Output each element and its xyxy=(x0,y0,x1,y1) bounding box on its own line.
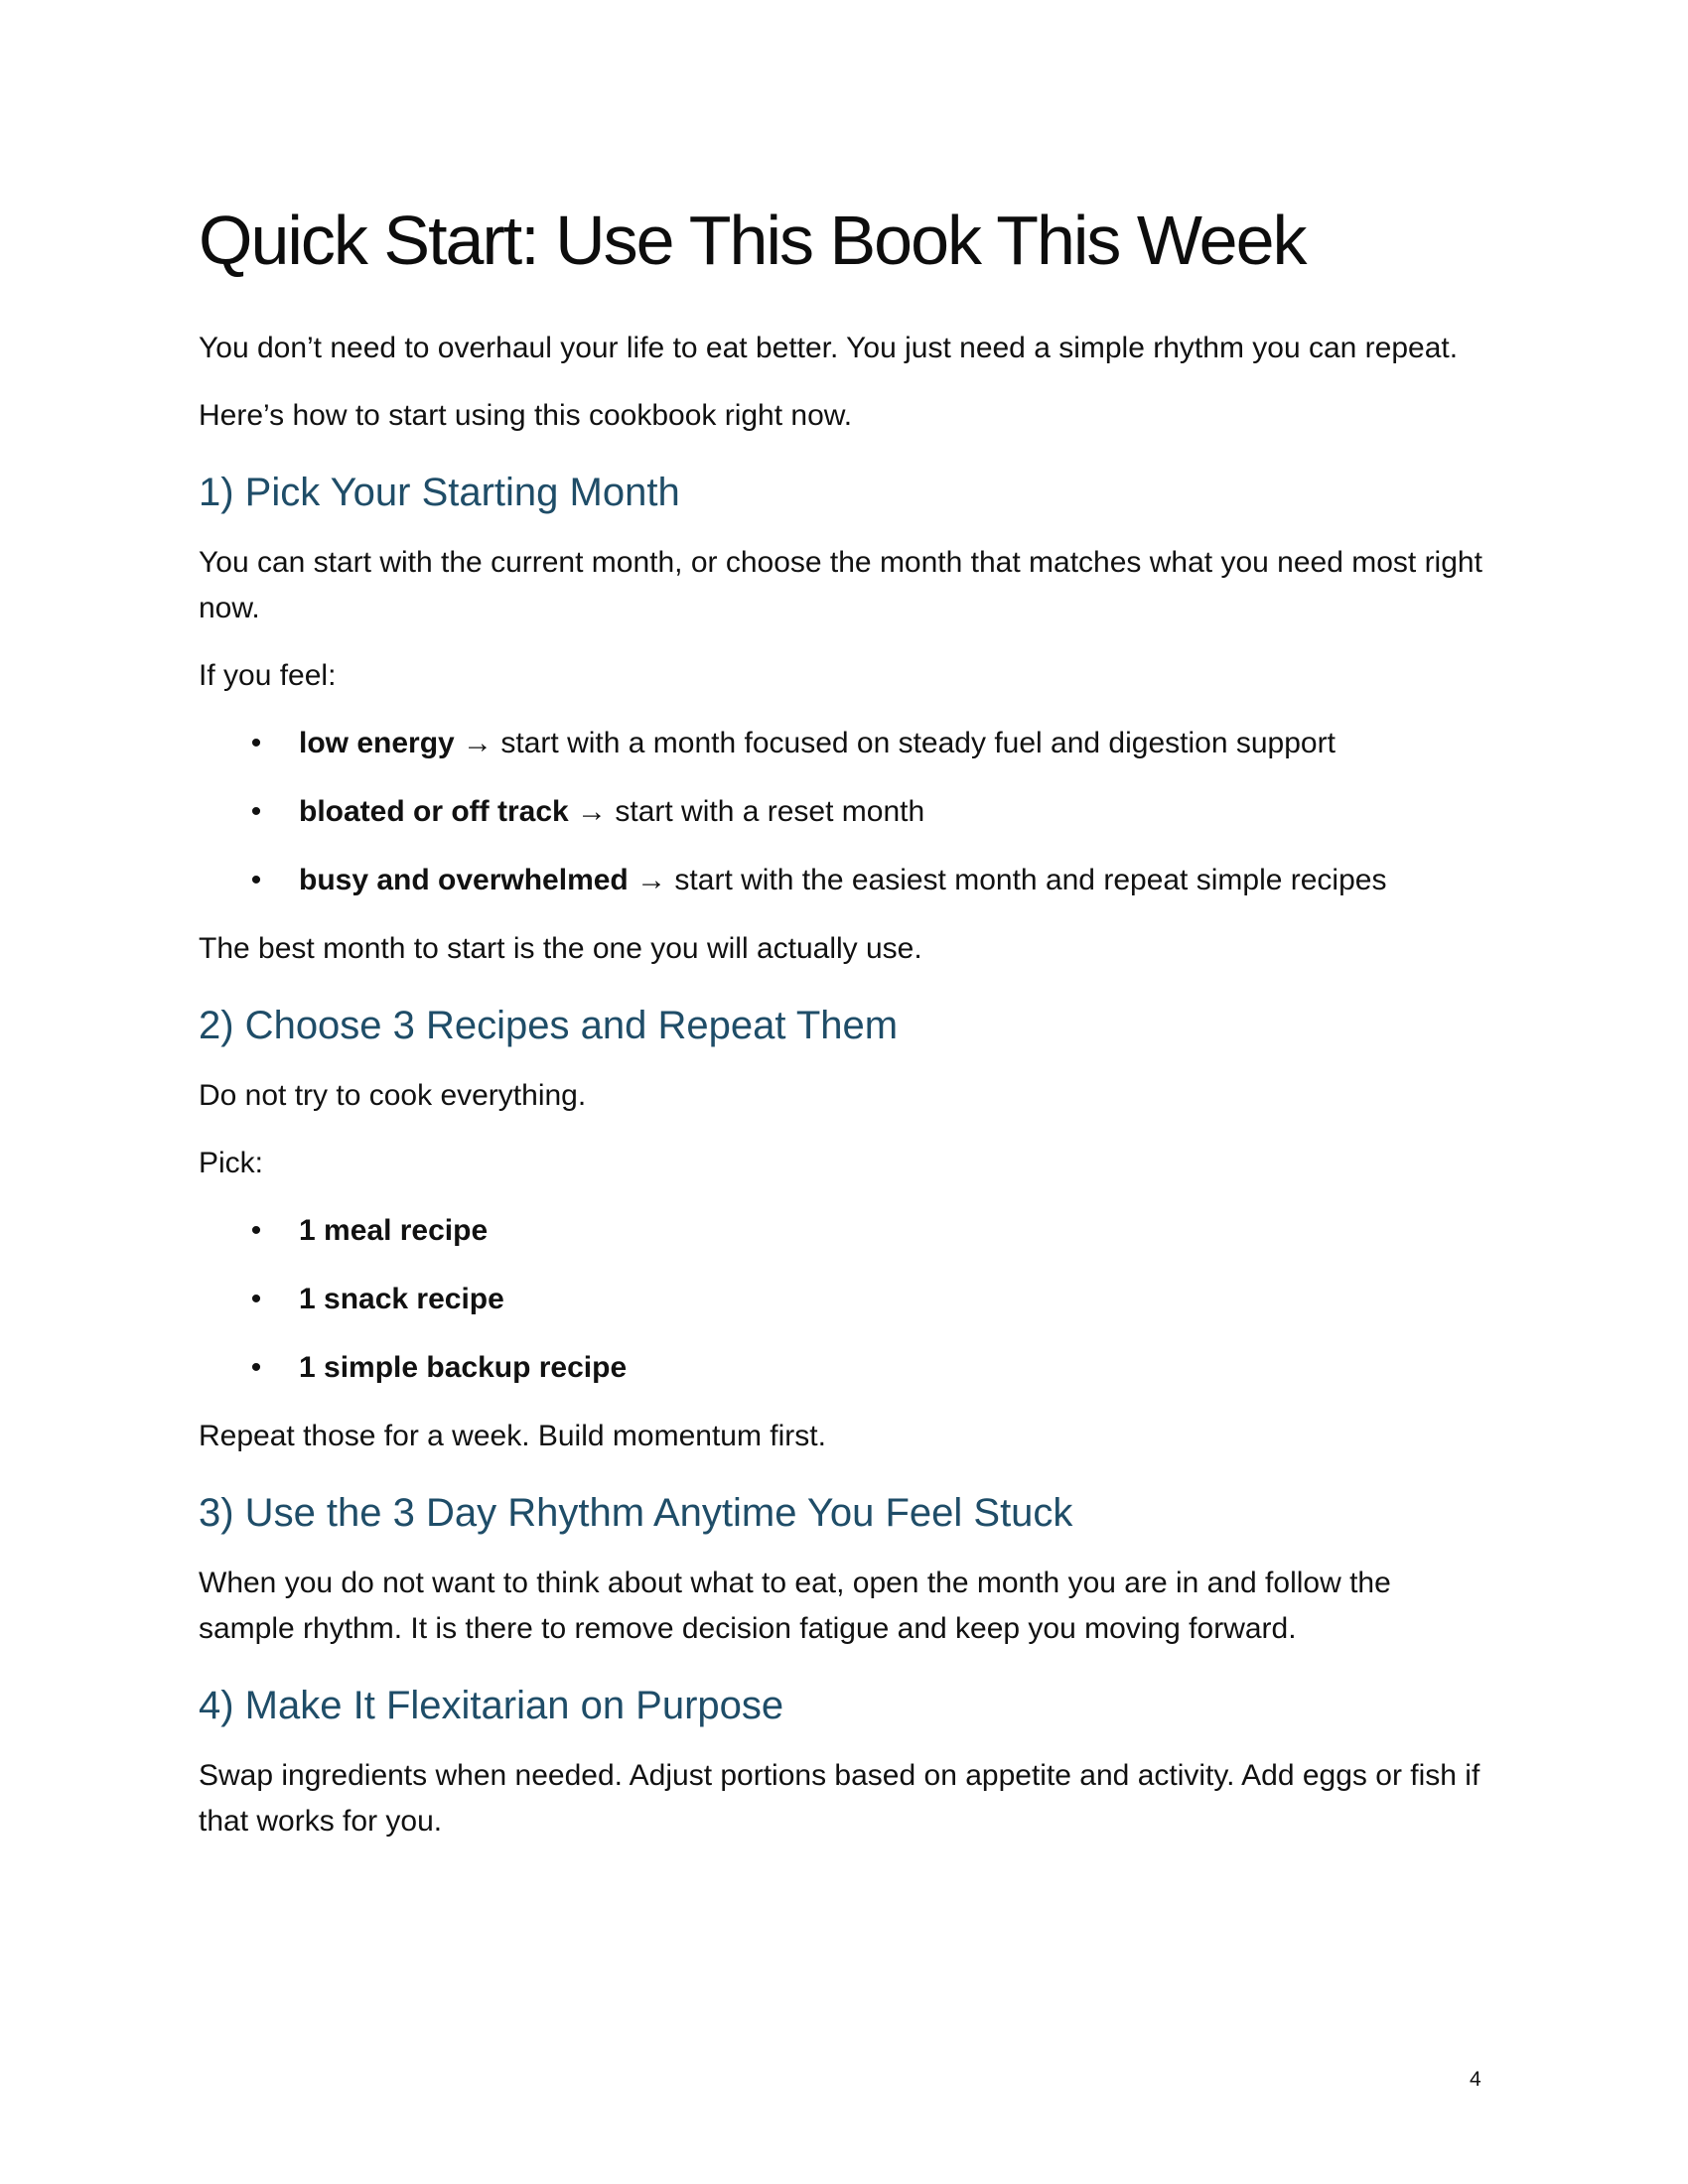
list-item-bold: low energy xyxy=(299,727,455,759)
intro-paragraph-1: You don’t need to overhaul your life to eat better. You just need a simple rhythm you can repeat. xyxy=(199,332,1459,364)
bullet-icon: • xyxy=(250,1214,262,1247)
section-2-list xyxy=(199,1208,1489,1391)
bullet-icon: • xyxy=(250,1283,262,1315)
list-item xyxy=(199,1345,1489,1391)
list-item xyxy=(199,721,1489,766)
list-item-bold: 1 simple backup recipe xyxy=(299,1351,628,1384)
bullet-icon: • xyxy=(250,727,262,759)
list-item-text: → start with the easiest month and repeat simple recipes xyxy=(628,864,1387,896)
intro-paragraph-2: Here’s how to start using this cookbook right now. xyxy=(199,399,853,432)
bullet-icon: • xyxy=(250,795,262,828)
list-item xyxy=(199,858,1489,903)
section-3-paragraph-1: When you do not want to think about what to eat, open the month you are in and follow the sample rhythm. It is there to remove decision fatigue and keep you moving forward. xyxy=(199,1567,1391,1645)
list-item xyxy=(199,1277,1489,1322)
section-2-closing: Repeat those for a week. Build momentum first. xyxy=(199,1420,826,1452)
section-heading-1: 1) Pick Your Starting Month xyxy=(199,471,680,514)
section-heading-3: 3) Use the 3 Day Rhythm Anytime You Feel Stuck xyxy=(199,1491,1073,1535)
list-item xyxy=(199,789,1489,835)
section-2-paragraph-1: Do not try to cook everything. xyxy=(199,1079,587,1112)
section-1-list xyxy=(199,721,1489,903)
list-item xyxy=(199,1208,1489,1254)
list-item-text: → start with a month focused on steady fuel and digestion support xyxy=(454,727,1336,759)
list-item-bold: bloated or off track xyxy=(299,795,569,828)
section-heading-2: 2) Choose 3 Recipes and Repeat Them xyxy=(199,1004,899,1047)
list-item-text: → start with a reset month xyxy=(568,795,925,828)
document-page xyxy=(199,199,1489,1866)
section-4-paragraph-1: Swap ingredients when needed. Adjust portions based on appetite and activity. Add eggs or fish if that works for you. xyxy=(199,1759,1480,1838)
list-item-bold: busy and overwhelmed xyxy=(299,864,629,896)
bullet-icon: • xyxy=(250,864,262,896)
page-title: Quick Start: Use This Book This Week xyxy=(199,202,1306,279)
page-number: 4 xyxy=(1470,2068,1481,2091)
section-1-closing: The best month to start is the one you will actually use. xyxy=(199,932,922,965)
section-2-paragraph-2: Pick: xyxy=(199,1147,264,1179)
list-item-bold: 1 meal recipe xyxy=(299,1214,489,1247)
section-1-paragraph-1: You can start with the current month, or choose the month that matches what you need most right now. xyxy=(199,546,1482,624)
section-1-paragraph-2: If you feel: xyxy=(199,659,337,692)
section-heading-4: 4) Make It Flexitarian on Purpose xyxy=(199,1684,784,1727)
list-item-bold: 1 snack recipe xyxy=(299,1283,504,1315)
bullet-icon: • xyxy=(250,1351,262,1384)
